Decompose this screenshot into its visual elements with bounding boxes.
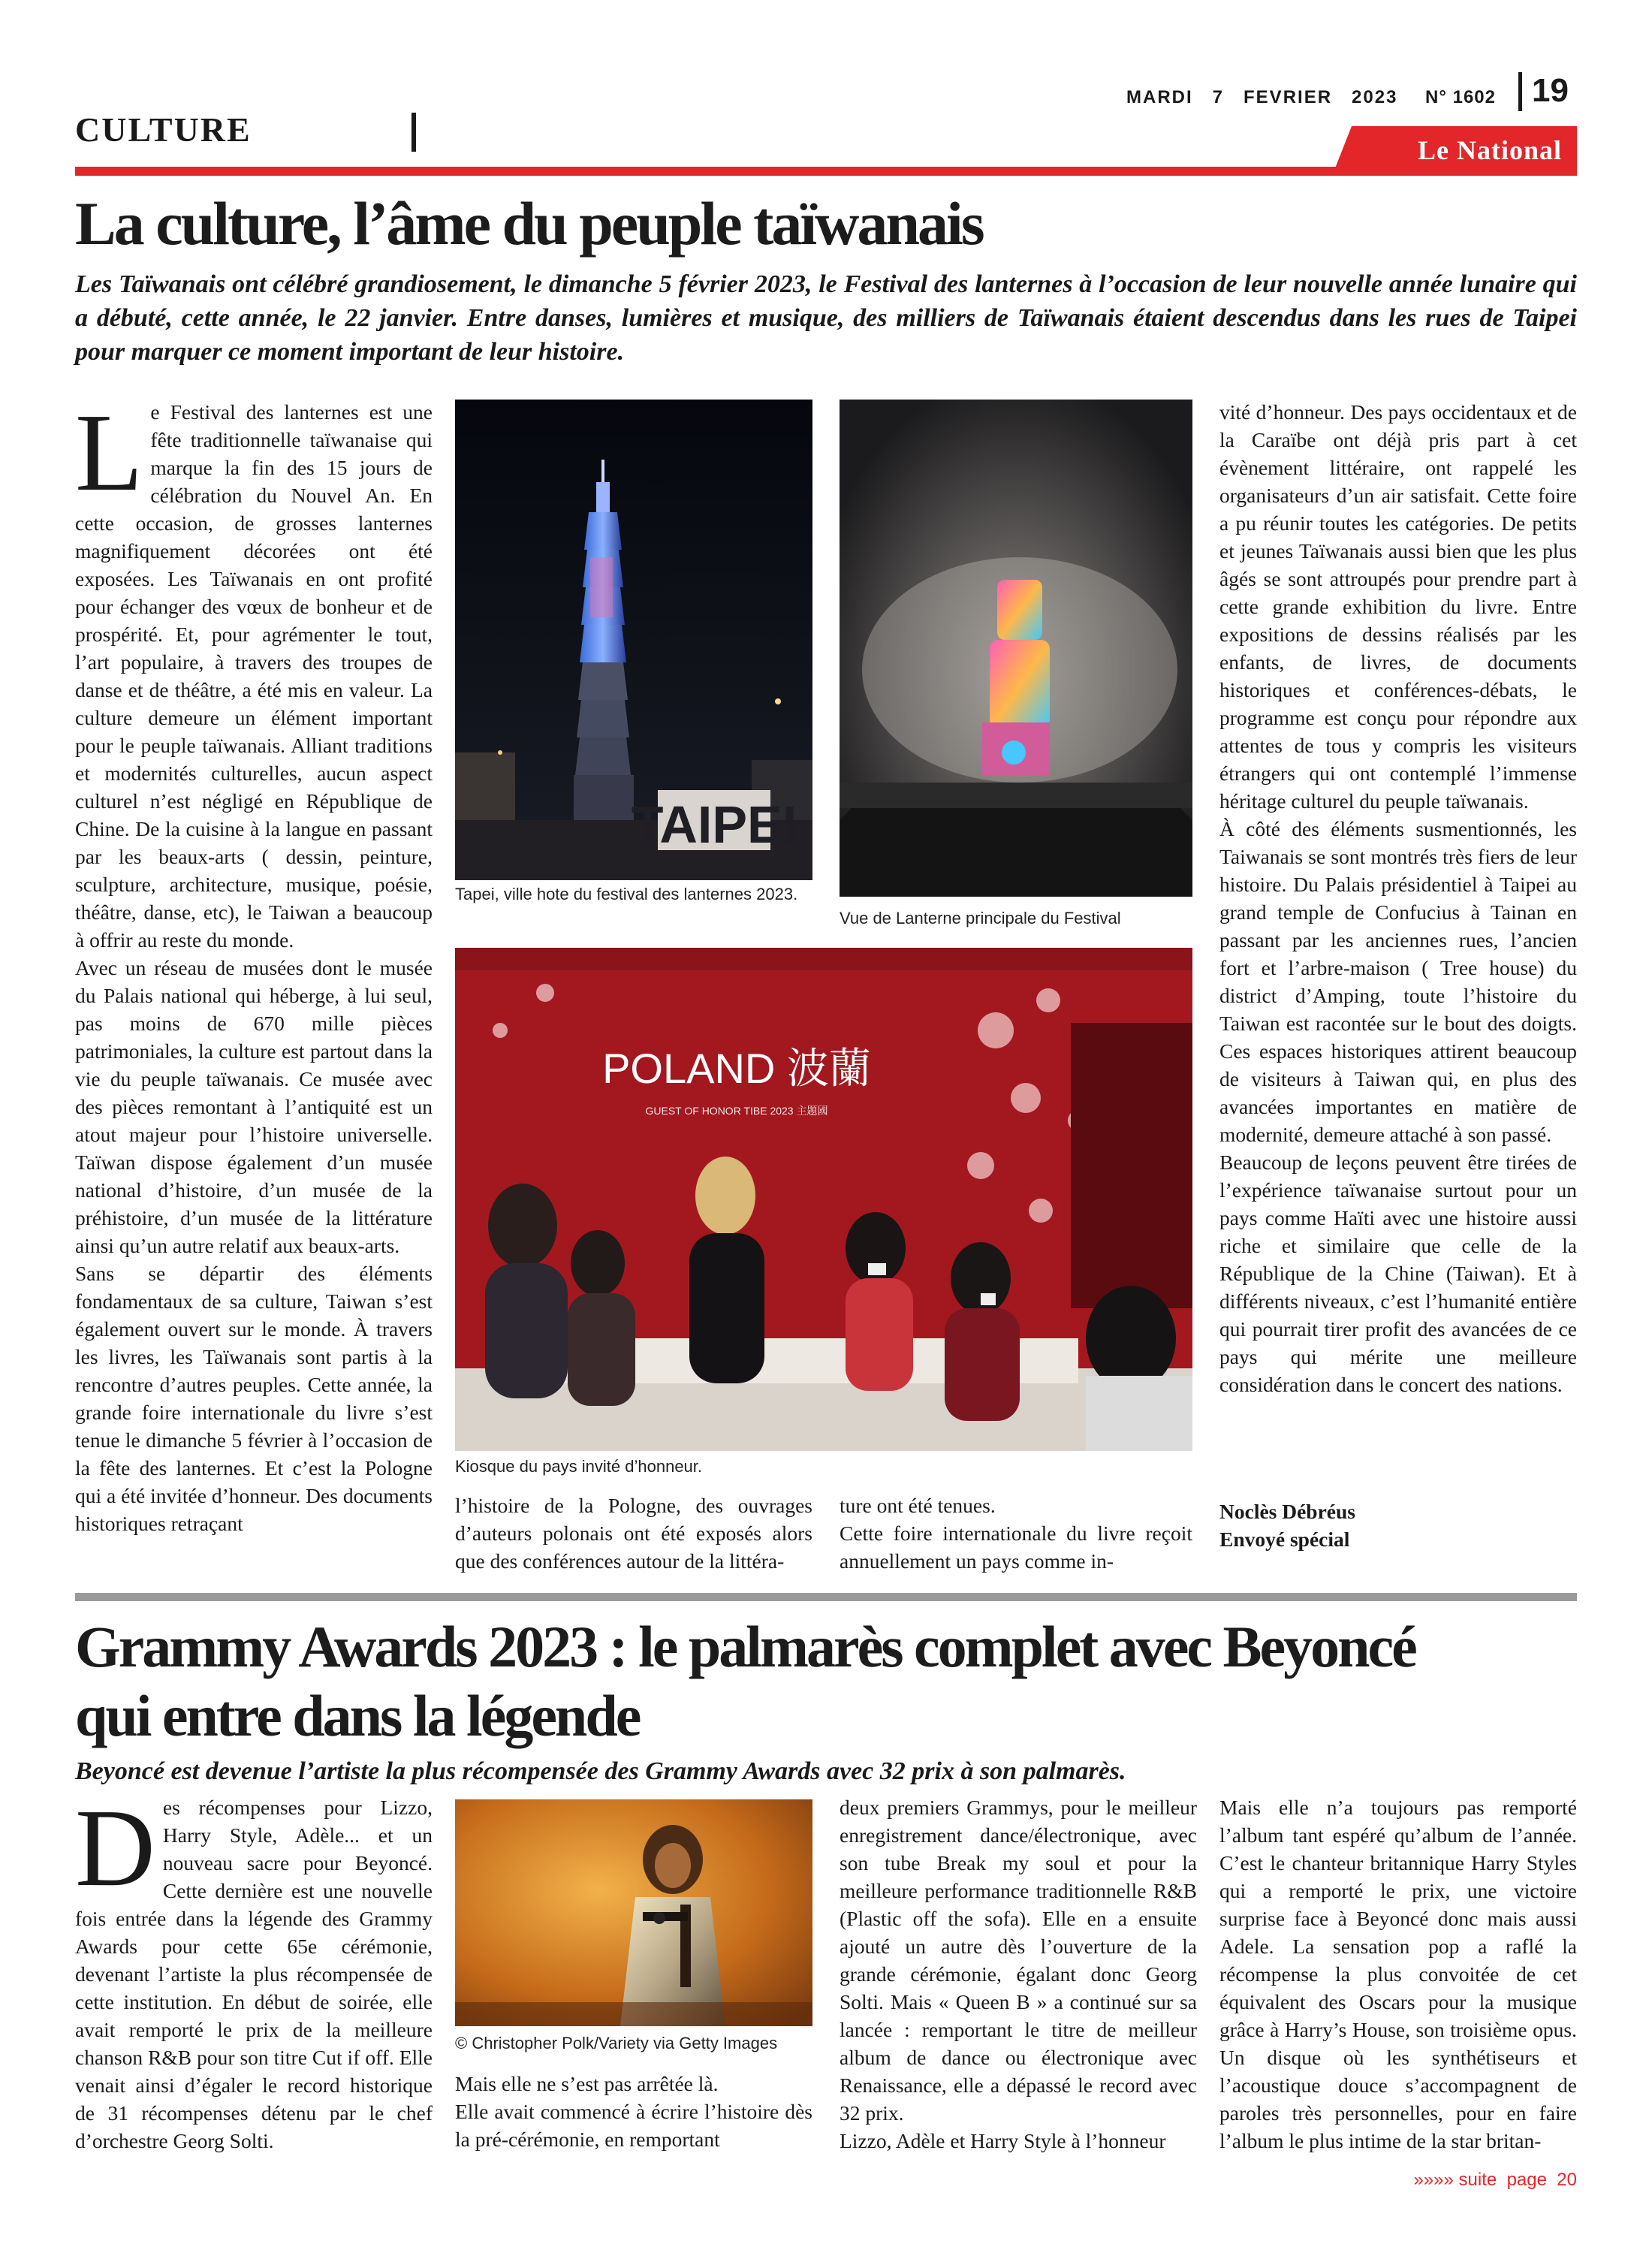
article1-col3-bottom (840, 1491, 1192, 1580)
photo3-caption: Kiosque du pays invité d’honneur. (455, 1457, 703, 1476)
article-separator (75, 1593, 1577, 1601)
photo2-caption: Vue de Lanterne principale du Festival (840, 909, 1121, 927)
poland-sign: POLAND 波蘭 (602, 1045, 871, 1092)
taipei-101-illustration (455, 400, 812, 880)
paragraph: Mais elle ne s’est pas arrêtée là. (455, 2072, 719, 2095)
beyonce-photo-credit: © Christopher Polk/Variety via Getty Images (455, 2034, 778, 2052)
header-rule (75, 167, 1577, 176)
paragraph: Sans se départir des éléments fondamentaux de sa culture, Taiwan s’est également ouvert sur le monde. À travers les livres, les Taïwanais sont partis à la rencontre d’autres peuples. Cette année, la grande foire internationale du livre s’est tenue le dimanche 5 février à l’occasion de la fête des lanternes. Et c’est la Pologne qui a été invitée d’honneur. Des documents historiques retraçant (75, 1262, 433, 1535)
article1-title: La culture, l’âme du peuple taïwanais (75, 189, 983, 258)
section-title: CULTURE (75, 110, 252, 149)
brand-name: Le National (1417, 135, 1562, 165)
beyonce-illustration (455, 1799, 812, 2026)
article2-col2 (455, 2070, 812, 2193)
kiosk-illustration (455, 948, 1192, 1451)
page-number-divider (1518, 72, 1522, 111)
photo-beyonce (455, 1799, 812, 2026)
paragraph: deux premiers Grammys, pour le meilleur enregistrement dance/électronique, avec son tube Break my soul et pour la meilleure performance traditionnelle R&B (Plastic off the sofa). Elle en a ensuite ajouté un autre dès l’ouverture de la grande cérémonie, égalant donc Georg Solti. Mais « Queen B » a continué sur sa lancée : remportant le titre de meilleur album de dance ou électronique avec Renaissance, elle a dépassé le record avec 32 prix. (840, 1796, 1197, 2125)
continue-link[interactable]: »»»» suite page 20 (1413, 2170, 1577, 2190)
article1-col1 (75, 398, 433, 1580)
article1-col2-bottom (455, 1491, 812, 1580)
article2-col4 (1219, 1793, 1577, 2167)
page-number: 19 (1532, 72, 1569, 109)
dropcap: L (75, 398, 143, 514)
paragraph: vité d’honneur. Des pays occidentaux et de la Caraïbe ont déjà pris part à cet évènement littéraire, ont rappelé les organisateurs d’un air satisfait. Cette foire a pu réunir toutes les catégories. De petits et jeunes Taïwanais aussi bien que les plus âgés se sont attroupés pour prendre part à cette grande exhibition du livre. Entre expositions de dessins réalisés par les enfants, de livres, de documents historiques et conférences-débats, le programme est conçu pour répondre aux attentes de tous y compris les visiteurs étrangers qui ont contemplé l’immense héritage culturel du peuple taïwanais. (1219, 400, 1577, 813)
photo-poland-kiosk (455, 948, 1192, 1451)
paragraph: es récompenses pour Lizzo, Harry Style, Adèle... et un nouveau sacre pour Beyoncé. Cette dernière est une nouvelle fois entrée dans la légende des Grammy Awards pour cette 65e cérémonie, devenant l’artiste la plus récompensée de cette institution. En début de soirée, elle avait remporté le prix de la meilleure chanson R&B pour son titre Cut if off. Elle venait ainsi d’égaler le record historique de 31 récompenses détenu par le chef d’orchestre Georg Solti. (75, 1796, 433, 2152)
paragraph: Beaucoup de leçons peuvent être tirées de l’expérience taïwanaise surtout pour un pays comme Haïti avec une histoire aussi riche et similaire que celle de la République de la Chine (Taiwan). Et à différents niveaux, c’est l’humanité entière qui pourrait tirer profit des avancées de ce pays qui mérite une meilleure considération dans le concert des nations. (1219, 1151, 1577, 1396)
article2-col1 (75, 1793, 433, 2193)
paragraph: Cette foire internationale du livre reçoit annuellement un pays comme in- (840, 1522, 1192, 1573)
article1-lede: Les Taïwanais ont célébré grandiosement, le dimanche 5 février 2023, le Festival des lanternes à l’occasion de leur nouvelle année lunaire qui a débuté, cette année, le 22 janvier. Entre danses, lumières et musique, des milliers de Taïwanais étaient descendus dans les rues de Taipei pour marquer ce moment important de leur histoire. (75, 270, 1577, 366)
paragraph: ture ont été tenues. (840, 1494, 996, 1517)
paragraph: À côté des éléments susmentionnés, les Taiwanais se sont montrés très fiers de leur histoire. Du Palais présidentiel à Taipei au grand temple de Confucius à Tainan en passant par les anciennes rues, l’ancien fort et l’arbre-maison ( Tree house) du district d’Amping, toute l’histoire du Taiwan est racontée sur le bout des doigts. Ces espaces historiques attirent beaucoup de visiteurs à Taiwan qui, en plus des avancées importantes en matière de modernité, demeure attaché à son passé. (1219, 817, 1577, 1146)
paragraph: Mais elle n’a toujours pas remporté l’album tant espéré qu’album de l’année. C’est le chanteur britannique Harry Styles qui a remporté le prix, une victoire surprise face à Beyoncé donc mais aussi Adele. La sensation pop a raflé la récompense la plus convoitée de cet équivalent des Oscars pour la musique grâce à Harry’s House, son troisième opus. Un disque où les synthétiseurs et l’acoustique douce s’accompagnent de paroles très personnelles, pour en faire l’album le plus intime de la star britan- (1219, 1796, 1577, 2152)
article1-col4 (1219, 398, 1577, 1473)
article1-byline (1219, 1497, 1577, 1558)
article2-title-line2: qui entre dans la légende (75, 1683, 640, 1748)
article2-col3 (840, 1793, 1197, 2193)
photo-taipei-101 (455, 400, 812, 880)
paragraph: Lizzo, Adèle et Harry Style à l’honneur (840, 2129, 1166, 2152)
article2-title-line1: Grammy Awards 2023 : le palmarès complet avec Beyoncé (75, 1614, 1415, 1679)
photo1-caption: Tapei, ville hote du festival des lanternes 2023. (455, 885, 798, 903)
guest-of-honor-sign: GUEST OF HONOR TIBE 2023 主題國 (645, 1105, 828, 1117)
paragraph: Avec un réseau de musées dont le musée du Palais national qui héberge, à lui seul, pas moins de 670 mille pièces patrimoniales, la culture est partout dans la vie du peuple taïwanais. Ce musée avec des pièces remontant à l’antiquité est un atout majeur pour l’histoire universelle. Taïwan dispose également d’un musée national d’histoire, d’un musée de la préhistoire, d’un musée de la littérature ainsi qu’un autre relatif aux beaux-arts. (75, 956, 433, 1257)
dropcap: D (75, 1793, 155, 1910)
section-divider (411, 113, 416, 152)
paragraph: l’histoire de la Pologne, des ouvrages d’auteurs polonais ont été exposés alors que des conférences autour de la littéra- (455, 1494, 812, 1573)
issue-number: N° 1602 (1425, 87, 1496, 107)
photo-main-lantern (840, 400, 1192, 897)
lantern-illustration (840, 400, 1192, 897)
issue-date: MARDI 7 FEVRIER 2023 (1126, 87, 1398, 107)
paragraph: Elle avait commencé à écrire l’histoire dès la pré-cérémonie, en remportant (455, 2100, 812, 2151)
author-name: Noclès Débréus (1219, 1500, 1356, 1523)
author-role: Envoyé spécial (1219, 1528, 1350, 1551)
paragraph: e Festival des lanternes est une fête traditionnelle taïwanaise qui marque la fin des 15 jours de célébration du Nouvel An. En cette occasion, de grosses lanternes magnifiquement décorées ont été exposées. Les Taïwanais en ont profité pour échanger des vœux de bonheur et de prospérité. Et, pour agrémenter le tout, l’art populaire, à travers des troupes de danse et de théâtre, a été mis en valeur. La culture demeure un élément important pour le peuple taïwanais. Alliant traditions et modernités culturelles, aucun aspect culturel n’est négligé en République de Chine. De la cuisine à la langue en passant par les beaux-arts ( dessin, peinture, sculpture, architecture, musique, poésie, théâtre, danse, etc), le Taiwan a beaucoup à offrir au reste du monde. (75, 400, 433, 952)
taipei-sign: TAIPEI (631, 795, 797, 854)
article2-lede: Beyoncé est devenue l’artiste la plus récompensée des Grammy Awards avec 32 prix à son palmarès. (75, 1757, 1126, 1785)
